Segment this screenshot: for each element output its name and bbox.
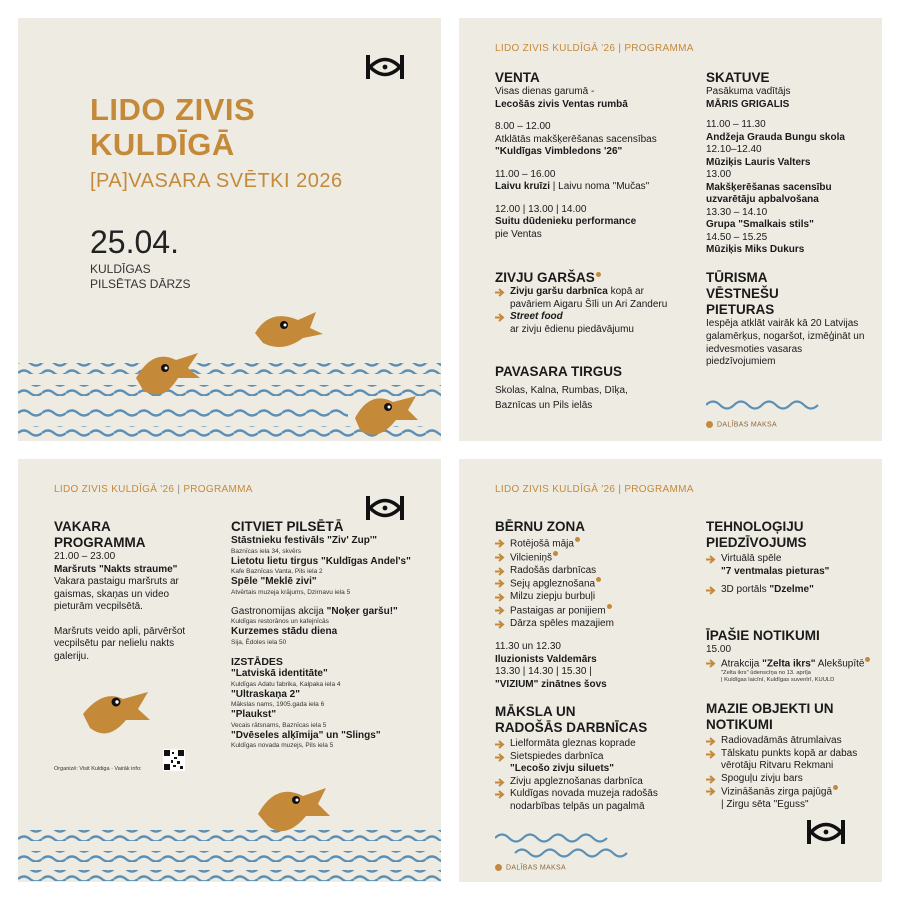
venta-heading: VENTA <box>495 70 540 85</box>
fish-arrow-icon <box>706 775 717 784</box>
event-date: 25.04. <box>90 224 179 260</box>
fish-arrow-icon <box>495 778 506 787</box>
paid-dot-icon <box>495 864 502 871</box>
programme-panel-3 <box>459 459 882 882</box>
fish-icon <box>78 684 153 744</box>
paid-legend: DALĪBAS MAKSA <box>495 864 566 871</box>
fish-arrow-icon <box>495 593 506 602</box>
event-place: KULDĪGAS PILSĒTAS DĀRZS <box>90 262 191 291</box>
bernu-zona-section: BĒRNU ZONA Rotējošā māja Vilcieniņš Radošās darbnīcas Sejų apgleznošana Milzu ziepju burbuļi Pastaigas ar ponijiem Dārza spēles mazajiem 11.30 un 12.30 Iluzionists Valdemārs 13.30 | 14.30 | 15.30 | "VIZIUM" zinātnes šovs <box>495 519 690 691</box>
list-item: Milzu ziepju burbuļi <box>495 591 690 604</box>
fish-arrow-icon <box>495 753 506 762</box>
fish-arrow-icon <box>706 750 717 759</box>
fish-arrow-icon <box>706 737 717 746</box>
paid-dot-icon <box>607 604 612 609</box>
zivju-garsas-section: ZIVJU GARŠAS Zivju garšu darbnīca kopā ar pavāriem Aigaru Šīli un Ari Zanderu Street food ar zivju ēdienu piedāvājumu <box>495 270 668 335</box>
fish-arrow-icon <box>495 579 506 588</box>
mazie-section: MAZIE OBJEKTI UN NOTIKUMI Radiovadāmās ātrumlaivas Tālskatu punkts kopā ar dabas vērotāju Ritvaru Rekmani Spoguļu zivju bars Vizināšanās zirga pajūgā | Zirgu sēta "Eguss" <box>706 701 858 811</box>
wave-decoration <box>706 398 821 412</box>
paid-dot-icon <box>575 537 580 542</box>
fish-arrow-icon <box>706 659 717 668</box>
page-header: LIDO ZIVIS KULDĪGĀ '26 | PROGRAMMA <box>495 484 694 495</box>
tech-section: TEHNOLOĢIJU PIEDZĪVOJUMS Virtuālā spēle "7 ventmalas pieturas" 3D portāls "Dzelme" <box>706 519 830 596</box>
list-item: Vilcieniņš <box>495 551 690 565</box>
fish-arrow-icon <box>495 539 506 548</box>
page-header: LIDO ZIVIS KULDĪGĀ '26 | PROGRAMMA <box>495 43 694 54</box>
fish-arrow-icon <box>495 606 506 615</box>
ipasie-section: ĪPAŠIE NOTIKUMI 15.00 Atrakcija "Zelta ikrs" Alekšupītē "Zelta ikrs" ūdenscīņa no 13. aprīļa | Kuldīgas laicīnī, Kuldīgas suvenīrī, KUULD <box>706 628 876 684</box>
fish-arrow-icon <box>706 787 717 796</box>
fish-arrow-icon <box>495 620 506 629</box>
fish-arrow-icon <box>706 586 717 595</box>
pavasara-tirgus-section: PAVASARA TIRGUS Skolas, Kalna, Rumbas, Dīķa, Baznīcas un Pils ielās <box>495 364 628 411</box>
paid-legend: DALĪBAS MAKSA <box>706 421 777 428</box>
fish-arrow-icon <box>495 740 506 749</box>
paid-dot-icon <box>833 785 838 790</box>
event-title: LIDO ZIVIS KULDĪGĀ <box>90 92 256 162</box>
paid-dot-icon <box>596 577 601 582</box>
citviet-section: CITVIET PILSĒTĀ Stāstnieku festivāls "Ziv' Zup'" Baznīcas iela 34, skvērs Lietotu lietu tirgus "Kuldīgas Andel's" Kafe Baznīcas Vanta, Pils iela 2 Spēle "Meklē zivi" Atvērtais muzeja krājums, Dzirnavu iela 5 Gastronomijas akcija "Noķer garšu!" Kuldīgas restorānos un kafejnīcās Kurzemes stādu diena Sija, Ēdoles iela 50 IZSTĀDES "Latviskā identitāte" Kuldīgas Adatu fabrika, Kalpaka iela 4 "Ultraskaņa 2" Mākslas nams, 1905.gada iela 6 "Plaukst" Vecais rātsnams, Baznīcas iela 5 "Dvēseles alķīmija" un "Slings" Kuldīgas novada muzejs, Pils iela 5 <box>231 519 411 749</box>
kuldiga-logo-icon <box>806 819 846 845</box>
list-item: Pastaigas ar ponijiem <box>495 604 690 618</box>
waves-with-fish-illustration <box>18 774 441 882</box>
fish-arrow-icon <box>495 313 506 322</box>
fish-arrow-icon <box>495 553 506 562</box>
waves-with-fish-illustration <box>18 308 441 441</box>
venta-section: VENTA Visas dienas garumā - Lecošās zivis Ventas rumbā 8.00 – 12.00 Atklātās makšķerēšanas sacensības "Kuldīgas Vimbledons '26" 11.00 – 16.00 Laivu kruīzi | Laivu noma "Mučas" 12.00 | 13.00 | 14.00 Suitu dūdenieku performance pie Ventas <box>495 70 680 241</box>
list-item: Dārza spēles mazajiem <box>495 618 690 631</box>
fish-icon <box>255 312 323 347</box>
kuldiga-logo-icon <box>365 54 405 80</box>
list-item: Sejų apgleznošana <box>495 577 690 591</box>
paid-dot-icon <box>706 421 713 428</box>
programme-panel-1 <box>459 18 882 441</box>
maksla-section: MĀKSLA UN RADOŠĀS DARBNĪCAS Lielformāta gleznas koprade Sietspiedes darbnīca "Lecošo zivju siluets" Zivju apgleznošanas darbnīca Kuldīgas novada muzeja radošās nodarbības telpās un pagalmā <box>495 704 658 812</box>
organizer-note: Organizē: Visit Kuldiga · Vairāk info: <box>54 766 142 772</box>
fish-arrow-icon <box>495 567 506 576</box>
programme-panel-2 <box>18 459 441 882</box>
turisma-section: TŪRISMA VĒSTNEŠU PIETURAS Iespēja atklāt vairāk kā 20 Latvijas galamērķus, nogaršot, izmēģināt un iedvesmoties vasaras piedzīvojumiem <box>706 270 865 368</box>
qr-code-icon[interactable] <box>163 749 185 771</box>
vakara-section: VAKARA PROGRAMMA 21.00 – 23.00 Maršruts "Nakts straume" Vakara pastaigu maršruts ar gaismas, skaņas un video pieturām vecpilsētā. Maršruts veido apli, pārvēršot vecpilsētu par nelielu nakts galeriju. <box>54 519 186 662</box>
wave-decoration <box>495 831 630 861</box>
event-subtitle: [PA]VASARA SVĒTKI 2026 <box>90 170 343 192</box>
list-item: Radošās darbnīcas <box>495 565 690 578</box>
paid-dot-icon <box>596 272 601 277</box>
list-item: Rotējošā māja <box>495 537 690 551</box>
paid-dot-icon <box>865 657 870 662</box>
cover-panel <box>18 18 441 441</box>
skatuve-section: SKATUVE Pasākuma vadītājs MĀRIS GRIGALIS 11.00 – 11.30 Andžeja Grauda Bungu skola 12.10–12.40 Mūziķis Lauris Valters 13.00 Makšķerēšanas sacensību uzvarētāju apbalvošana 13.30 – 14.10 Grupa "Smalkais stils" 14.50 – 15.25 Mūziķis Miks Dukurs <box>706 70 845 255</box>
fish-arrow-icon <box>495 790 506 799</box>
page-header: LIDO ZIVIS KULDĪGĀ '26 | PROGRAMMA <box>54 484 253 495</box>
paid-dot-icon <box>553 551 558 556</box>
fish-arrow-icon <box>706 555 717 564</box>
kuldiga-logo-icon <box>365 495 405 521</box>
fish-arrow-icon <box>495 288 506 297</box>
